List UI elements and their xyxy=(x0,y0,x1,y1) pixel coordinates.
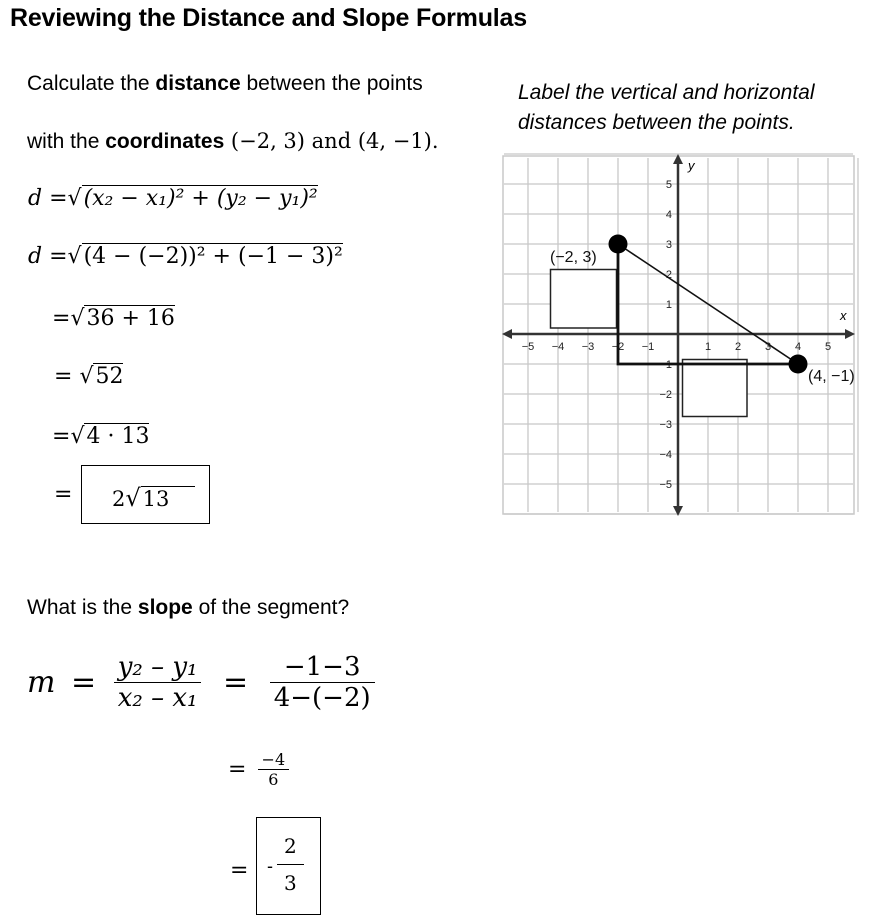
instruction-line: distances between the points. xyxy=(518,111,795,134)
distance-keyword: distance xyxy=(155,72,241,95)
slope-answer-eq: = xyxy=(230,858,249,883)
slope-substituted-fraction xyxy=(270,652,375,713)
formula-eq: = xyxy=(49,186,68,211)
fraction-numerator: −1−3 xyxy=(270,652,375,683)
slope-answer-box xyxy=(256,817,321,915)
step-36-16 xyxy=(52,306,175,331)
step-eq: = xyxy=(54,364,73,389)
slope-formula xyxy=(27,652,375,713)
x-tick-label: 5 xyxy=(824,341,832,353)
horizontal-distance-label-box xyxy=(551,270,617,329)
x-tick-label: 4 xyxy=(794,341,802,353)
step-eq: = xyxy=(52,424,71,449)
slope-formula-fraction xyxy=(114,652,202,713)
page-title: Reviewing the Distance and Slope Formulas xyxy=(10,4,527,32)
question-text: of the segment? xyxy=(192,596,350,619)
sqrt-symbol: √ xyxy=(70,306,85,331)
y-tick-label: −3 xyxy=(659,419,672,431)
y-tick-label: 3 xyxy=(665,239,672,251)
slope-eq: = xyxy=(71,665,97,700)
slope-step-fraction xyxy=(258,750,290,789)
answer-coef: 2 xyxy=(112,487,126,511)
slope-answer-fraction xyxy=(277,834,304,895)
sub-lhs: d xyxy=(28,244,43,269)
sub-eq: = xyxy=(49,244,68,269)
x-tick-label: 3 xyxy=(764,341,772,353)
sub-radicand: (4 − (−2))² + (−1 − 3)² xyxy=(83,244,343,269)
step-radicand: 52 xyxy=(95,364,124,389)
instruction-line: Label the vertical and horizontal xyxy=(518,81,815,104)
sqrt-symbol: √ xyxy=(79,364,94,389)
x-tick-label: −1 xyxy=(641,341,655,353)
step-radicand: 36 + 16 xyxy=(86,306,175,331)
fraction-denominator: 3 xyxy=(284,871,297,895)
slope-keyword: slope xyxy=(137,596,193,619)
point-a xyxy=(609,235,628,254)
x-tick-label: −2 xyxy=(611,341,625,353)
slope-step xyxy=(228,750,289,789)
distance-answer xyxy=(112,484,195,512)
step-radicand: 4 · 13 xyxy=(86,424,150,449)
step-4-13 xyxy=(52,424,149,449)
y-tick-label: −2 xyxy=(659,389,672,401)
graph-instruction xyxy=(518,78,815,138)
point-a-label: (−2, 3) xyxy=(550,249,597,266)
coordinate-graph xyxy=(498,152,860,518)
point-b-label: (4, −1) xyxy=(808,368,855,385)
intro-text: with the xyxy=(27,130,106,153)
answer-sign: - xyxy=(267,856,273,876)
distance-answer-box xyxy=(81,465,210,524)
distance-intro-line1 xyxy=(27,72,423,96)
intro-text: between the points xyxy=(240,72,423,95)
formula-lhs: d xyxy=(28,186,43,211)
sqrt-symbol: √ xyxy=(67,244,82,269)
x-axis-label: x xyxy=(840,308,847,323)
slope-m: m xyxy=(27,665,56,700)
y-tick-label: −5 xyxy=(659,479,672,491)
distance-formula xyxy=(28,186,318,211)
slope-eq2: = xyxy=(223,665,249,700)
x-tick-label: 1 xyxy=(704,341,712,353)
fraction-numerator: 2 xyxy=(277,834,304,865)
y-tick-label: 1 xyxy=(665,299,672,311)
vertical-distance-label-box xyxy=(683,360,748,417)
coordinates-keyword: coordinates xyxy=(105,130,225,153)
substituted-formula xyxy=(28,244,343,269)
sqrt-symbol: √ xyxy=(70,424,85,449)
fraction-numerator: y₂ – y₁ xyxy=(114,652,202,683)
x-tick-label: −3 xyxy=(581,341,595,353)
answer-eq-sign: = xyxy=(54,482,73,507)
step-eq: = xyxy=(52,306,71,331)
point-b xyxy=(789,355,808,374)
x-tick-label: 2 xyxy=(734,341,742,353)
y-tick-label: 2 xyxy=(665,269,672,281)
x-tick-label: −4 xyxy=(551,341,565,353)
y-axis-label: y xyxy=(688,158,695,173)
question-text: What is the xyxy=(27,596,138,619)
answer-radicand: 13 xyxy=(141,486,196,511)
formula-radicand: (x₂ − x₁)² + (y₂ − y₁)² xyxy=(83,186,318,211)
fraction-denominator: 4−(−2) xyxy=(273,683,371,713)
slope-question xyxy=(27,596,349,620)
y-tick-label: −1 xyxy=(659,359,672,371)
distance-intro-line2 xyxy=(27,129,439,154)
x-tick-label: −5 xyxy=(521,341,535,353)
sqrt-symbol: √ xyxy=(125,484,141,512)
step-eq: = xyxy=(228,757,247,782)
step-52 xyxy=(54,364,123,389)
fraction-denominator: x₂ – x₁ xyxy=(117,683,198,713)
y-tick-label: −4 xyxy=(659,449,672,461)
sqrt-symbol: √ xyxy=(67,186,82,211)
y-tick-label: 4 xyxy=(665,209,672,221)
fraction-numerator: −4 xyxy=(258,750,290,770)
points-text: (−2, 3) and (4, −1). xyxy=(224,129,439,153)
fraction-denominator: 6 xyxy=(268,770,279,789)
intro-text: Calculate the xyxy=(27,72,156,95)
y-tick-label: 5 xyxy=(665,179,672,191)
